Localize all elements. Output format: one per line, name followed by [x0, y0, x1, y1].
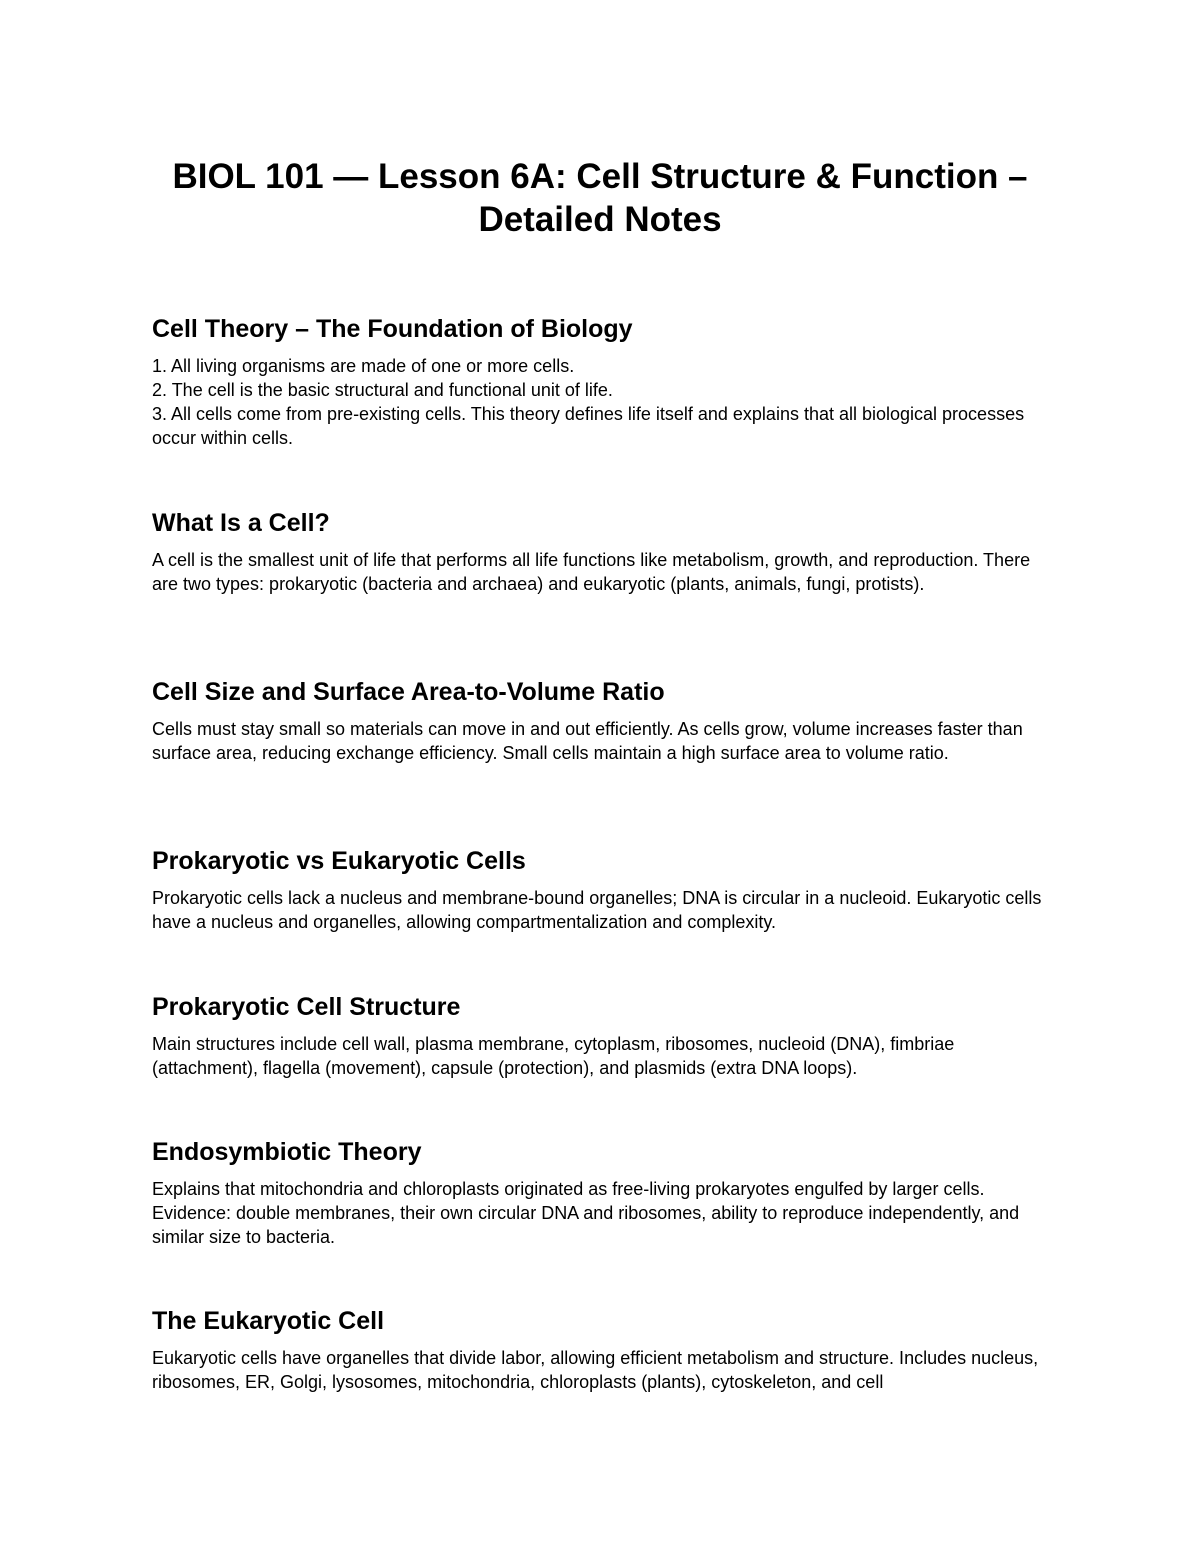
section-what-is-a-cell: [152, 508, 1052, 596]
section-heading: The Eukaryotic Cell: [152, 1307, 385, 1335]
section-endosymbiotic-theory: [152, 1137, 1052, 1249]
section-heading: Cell Size and Surface Area-to-Volume Ratio: [152, 678, 665, 706]
section-eukaryotic-cell: [152, 1306, 1052, 1394]
section-line: 2. The cell is the basic structural and functional unit of life.: [152, 380, 613, 400]
section-paragraph: Prokaryotic cells lack a nucleus and membrane-bound organelles; DNA is circular in a nucleoid. Eukaryotic cells have a nucleus and organelles, allowing compartmentalization and complexity.: [152, 888, 1042, 932]
section-line: 3. All cells come from pre-existing cells. This theory defines life itself and explains that all biological processes occur within cells.: [152, 404, 1025, 448]
section-heading: Cell Theory – The Foundation of Biology: [152, 315, 633, 343]
section-heading: Prokaryotic vs Eukaryotic Cells: [152, 847, 526, 875]
section-paragraph: Main structures include cell wall, plasma membrane, cytoplasm, ribosomes, nucleoid (DNA), fimbriae (attachment), flagella (movement), capsule (protection), and plasmids (extra DNA loops).: [152, 1034, 955, 1078]
section-cell-theory: [152, 314, 1052, 450]
document-title: BIOL 101 — Lesson 6A: Cell Structure & Function – Detailed Notes: [172, 157, 1028, 239]
section-prokaryotic-vs-eukaryotic: [152, 846, 1052, 934]
section-paragraph: A cell is the smallest unit of life that performs all life functions like metabolism, growth, and reproduction. There are two types: prokaryotic (bacteria and archaea) and eukaryotic (plants, animals, fungi, protists).: [152, 550, 1031, 594]
section-heading: Prokaryotic Cell Structure: [152, 993, 461, 1021]
section-paragraph: Explains that mitochondria and chloroplasts originated as free-living prokaryotes engulfed by larger cells. Evidence: double membranes, their own circular DNA and ribosomes, ability to reproduce independently, and similar size to bacteria.: [152, 1179, 1020, 1247]
section-prokaryotic-structure: [152, 992, 1052, 1080]
section-paragraph: Eukaryotic cells have organelles that divide labor, allowing efficient metabolism and structure. Includes nucleus, ribosomes, ER, Golgi, lysosomes, mitochondria, chloroplasts (plants), cytoskeleton, and cell: [152, 1348, 1039, 1392]
section-cell-size: [152, 677, 1052, 765]
section-line: 1. All living organisms are made of one or more cells.: [152, 356, 575, 376]
section-paragraph: Cells must stay small so materials can move in and out efficiently. As cells grow, volume increases faster than surface area, reducing exchange efficiency. Small cells maintain a high surface area to volume ratio.: [152, 719, 1023, 763]
section-heading: What Is a Cell?: [152, 509, 330, 537]
section-heading: Endosymbiotic Theory: [152, 1138, 422, 1166]
